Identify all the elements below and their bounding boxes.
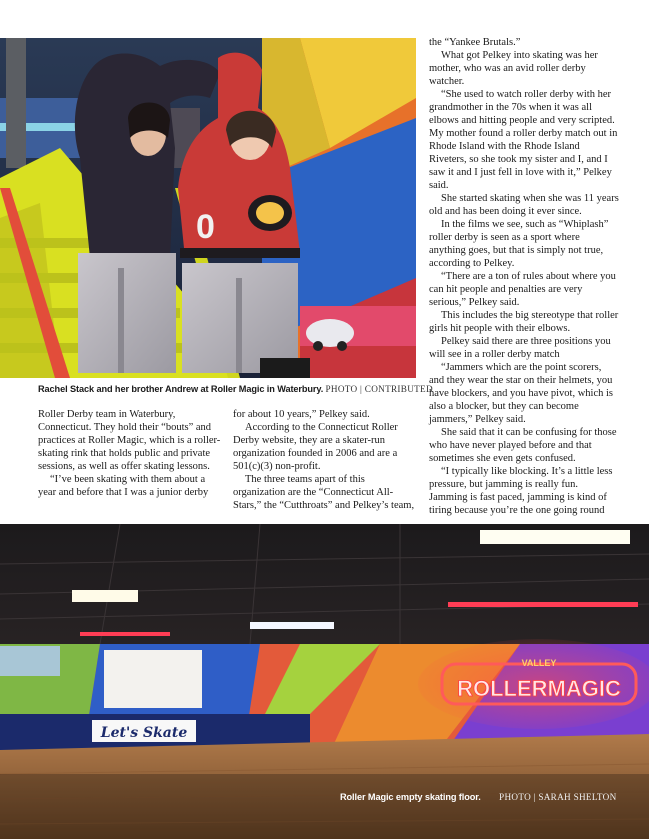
top-photo-caption-text: Rachel Stack and her brother Andrew at Roller Magic in Waterbury. xyxy=(38,384,324,394)
paragraph: the “Yankee Brutals.” xyxy=(429,37,521,48)
article-column-2 xyxy=(233,408,418,512)
skaters-photo-illustration xyxy=(0,38,416,378)
skaters-photo xyxy=(0,38,416,378)
top-photo-caption xyxy=(38,384,433,394)
wall-mural-text: Let's Skate xyxy=(100,725,188,741)
jersey-number: 0 xyxy=(196,208,215,246)
paragraph: “Jammers which are the point scorers, and they wear the star on their helmets, you have blockers, and you have pivot, which is also a blocker, but they can become jammers,” Pelkey said. xyxy=(429,362,613,425)
paragraph: The three teams apart of this organization are the “Connecticut All-Stars,” the “Cutthroats” and Pelkey’s team, xyxy=(233,474,415,511)
paragraph: “I’ve been skating with them about a year and before that I was a junior derby xyxy=(38,474,209,498)
paragraph: Roller Derby team in Waterbury, Connecticut. They hold their “bouts” and practices at Roller Magic, which is a roller-skating rink that holds public and private sessions, as well as offer skating lessons. xyxy=(38,409,221,472)
paragraph: for about 10 years,” Pelkey said. xyxy=(233,409,370,420)
paragraph: “I typically like blocking. It’s a little less pressure, but jamming is really fun. Jamming is fast paced, jamming is kind of tiring because you’re the one going round xyxy=(429,466,613,516)
paragraph: According to the Connecticut Roller Derby website, they are a skater-run organization founded in 2006 and are a 501(c)(3) non-profit. xyxy=(233,422,398,472)
neon-sign-main-text: ROLLERMAGIC xyxy=(457,676,621,701)
bottom-photo-caption xyxy=(340,792,617,802)
bottom-photo-caption-text: Roller Magic empty skating floor. xyxy=(340,792,481,802)
paragraph: She started skating when she was 11 years old and has been doing it ever since. xyxy=(429,193,619,217)
paragraph: What got Pelkey into skating was her mother, who was an avid roller derby watcher. xyxy=(429,50,598,87)
paragraph: “There are a ton of rules about where you can hit people and penalties are very serious,” Pelkey said. xyxy=(429,271,616,308)
neon-sign-small-text: VALLEY xyxy=(521,658,557,668)
article-column-3 xyxy=(429,36,619,517)
paragraph: This includes the big stereotype that roller girls hit people with their elbows. xyxy=(429,310,619,334)
bottom-photo-credit: PHOTO | SARAH SHELTON xyxy=(499,792,617,802)
paragraph: She said that it can be confusing for those who have never played before and that sometimes she even gets confused. xyxy=(429,427,617,464)
top-photo-credit: PHOTO | CONTRIBUTED xyxy=(325,384,433,394)
article-column-1 xyxy=(38,408,221,499)
paragraph: “She used to watch roller derby with her grandmother in the 70s when it was all elbows and hitting people and very scripted. My mother found a roller derby match out in Rhode Island with the Rhode Island Riveters, so she took my sister and I, and I saw it and I just fell in love with it,” Pelkey said. xyxy=(429,89,618,191)
paragraph: In the films we see, such as “Whiplash” roller derby is seen as a sport where anything goes, but that is simply not true, according to Pelkey. xyxy=(429,219,609,269)
paragraph: Pelkey said there are three positions you will see in a roller derby match xyxy=(429,336,611,360)
